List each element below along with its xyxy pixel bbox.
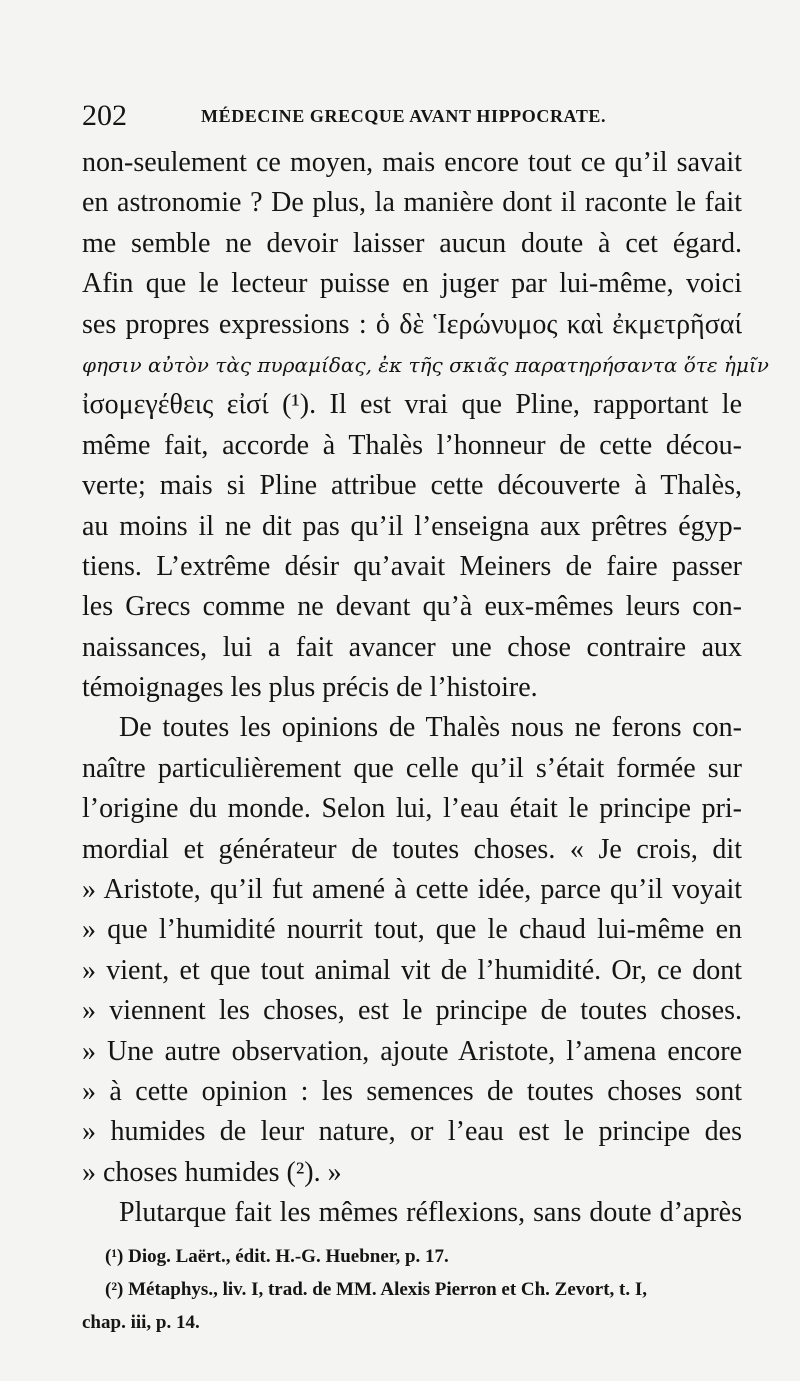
text-line: » choses humides (²). »: [82, 1156, 342, 1188]
text-line: non-seulement ce moyen, mais encore tout ce qu’il savait: [82, 147, 742, 178]
text-line: en astronomie ? De plus, la manière dont il raconte le fait: [82, 187, 742, 219]
footnote-1: (¹) Diog. Laërt., édit. H.-G. Huebner, p. 17.: [105, 1246, 449, 1267]
text-line: » viennent les choses, est le principe de toutes choses.: [82, 995, 742, 1027]
text-line: Afin que le lecteur puisse en juger par lui-même, voici: [82, 268, 742, 300]
page-header: [82, 96, 742, 136]
running-title: MÉDECINE GRECQUE AVANT HIPPOCRATE.: [201, 106, 607, 126]
text-line: verte; mais si Pline attribue cette découverte à Thalès,: [82, 470, 742, 502]
text-line: Plutarque fait les mêmes réflexions, sans doute d’après: [119, 1197, 742, 1229]
text-line: » Aristote, qu’il fut amené à cette idée, parce qu’il voyait: [82, 874, 742, 906]
text-line: » Une autre observation, ajoute Aristote, l’amena encore: [82, 1035, 742, 1067]
text-line: au moins il ne dit pas qu’il l’enseigna aux prêtres égyp-: [82, 510, 742, 542]
footnote-2-continued: chap. iii, p. 14.: [82, 1312, 200, 1333]
text-line-greek: φησιν αὐτὸν τὰς πυραμίδας, ἐκ τῆς σκιᾶς παρατηρήσαντα ὅτε ἡμῖν: [82, 352, 769, 377]
footnote-2: (²) Métaphys., liv. I, trad. de MM. Alexis Pierron et Ch. Zevort, t. I,: [105, 1279, 648, 1300]
body-text: [82, 143, 769, 1234]
text-line: même fait, accorde à Thalès l’honneur de cette décou-: [82, 429, 742, 461]
text-line: naître particulièrement que celle qu’il s’était formée sur: [82, 752, 742, 784]
text-line: mordial et générateur de toutes choses. « Je crois, dit: [82, 833, 742, 865]
text-line: ἰσομεγέθεις εἰσί (¹). Il est vrai que Pline, rapportant le: [82, 389, 742, 421]
text-line: témoignages les plus précis de l’histoire.: [82, 672, 538, 704]
text-line: » à cette opinion : les semences de toutes choses sont: [82, 1075, 742, 1107]
text-line: naissances, lui a fait avancer une chose contraire aux: [82, 631, 742, 663]
text-line: l’origine du monde. Selon lui, l’eau était le principe pri-: [82, 793, 742, 825]
footnotes: [82, 1240, 752, 1339]
text-line: De toutes les opinions de Thalès nous ne ferons con-: [119, 712, 742, 744]
text-line: » vient, et que tout animal vit de l’humidité. Or, ce dont: [82, 954, 742, 986]
text-line: » humides de leur nature, or l’eau est le principe des: [82, 1116, 742, 1148]
text-line: les Grecs comme ne devant qu’à eux-mêmes leurs con-: [82, 591, 742, 623]
text-line: tiens. L’extrême désir qu’avait Meiners de faire passer: [82, 550, 742, 582]
text-line: me semble ne devoir laisser aucun doute à cet égard.: [82, 227, 742, 259]
text-line: ses propres expressions : ὁ δὲ Ἱερώνυμος καὶ ἐκμετρῆσαί: [82, 308, 742, 340]
page-number: 202: [82, 99, 127, 132]
text-line: » que l’humidité nourrit tout, que le chaud lui-même en: [82, 914, 742, 946]
